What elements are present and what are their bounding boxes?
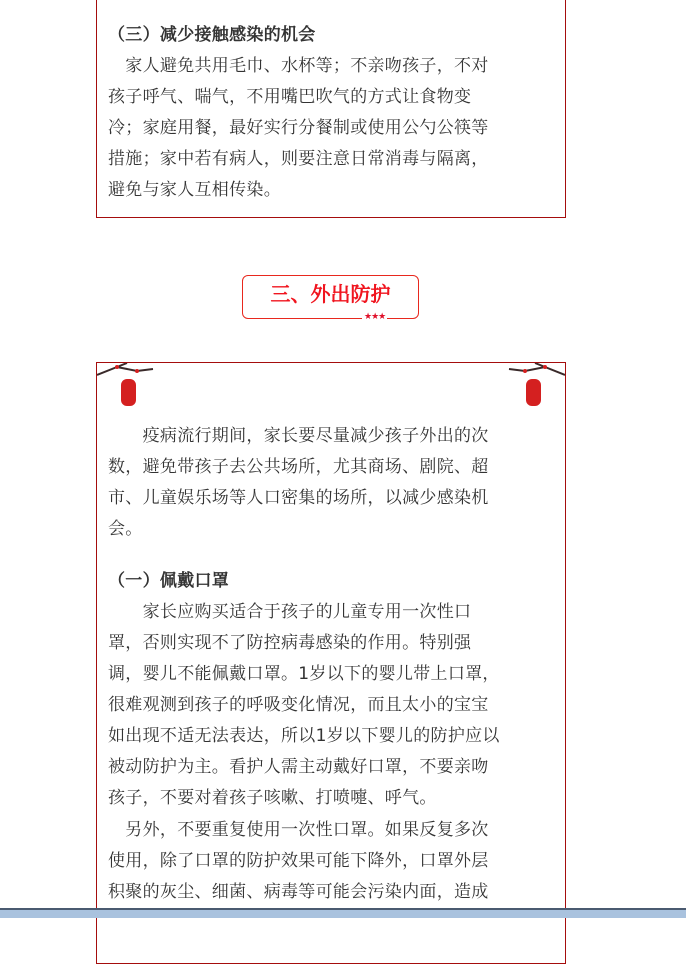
text-line: 罩，否则实现不了防控病毒感染的作用。特别强: [108, 633, 472, 653]
outing-protection-box: [96, 362, 566, 964]
text-line: 会。: [108, 519, 143, 539]
text-line: 措施；家中若有病人，则要注意日常消毒与隔离，: [108, 149, 489, 169]
text-line: 被动防护为主。看护人需主动戴好口罩，不要亲吻: [108, 757, 489, 777]
bottom-scrollbar[interactable]: [0, 908, 686, 918]
lantern-icon: [121, 379, 136, 406]
text-line: 很难观测到孩子的呼吸变化情况，而且太小的宝宝: [108, 695, 489, 715]
text-line: 疫病流行期间，家长要尽量减少孩子外出的次: [108, 426, 489, 446]
text-line: 孩子呼气、喘气，不用嘴巴吹气的方式让食物变: [108, 87, 472, 107]
subheading: （一）佩戴口罩: [108, 571, 230, 591]
section-title-text: 三、外出防护: [270, 282, 391, 306]
text-line: 数，避免带孩子去公共场所，尤其商场、剧院、超: [108, 457, 489, 477]
section-title: [242, 275, 419, 319]
subheading: （三）减少接触感染的机会: [108, 25, 316, 45]
plum-branch-icon: [97, 363, 155, 377]
text-line: 家人避免共用毛巾、水杯等；不亲吻孩子，不对: [108, 56, 489, 76]
text-line: 另外，不要重复使用一次性口罩。如果反复多次: [108, 820, 489, 840]
text-line: 使用，除了口罩的防护效果可能下降外，口罩外层: [108, 851, 489, 871]
text-line: 积聚的灰尘、细菌、病毒等可能会污染内面，造成: [108, 882, 489, 902]
text-line: 冷；家庭用餐，最好实行分餐制或使用公勺公筷等: [108, 118, 489, 138]
text-line: 避免与家人互相传染。: [108, 180, 281, 200]
text-line: 孩子，不要对着孩子咳嗽、打喷嚏、呼气。: [108, 788, 437, 808]
text-line: 市、儿童娱乐场等人口密集的场所，以减少感染机: [108, 488, 489, 508]
plum-branch-icon: [507, 363, 565, 377]
infection-reduction-box: [96, 0, 566, 218]
lantern-icon: [526, 379, 541, 406]
text-line: 调，婴儿不能佩戴口罩。1岁以下的婴儿带上口罩，: [108, 664, 500, 684]
stars-icon: ★★★: [364, 312, 386, 322]
text-line: 如出现不适无法表达，所以1岁以下婴儿的防护应以: [108, 726, 500, 746]
text-line: 家长应购买适合于孩子的儿童专用一次性口: [108, 602, 472, 622]
